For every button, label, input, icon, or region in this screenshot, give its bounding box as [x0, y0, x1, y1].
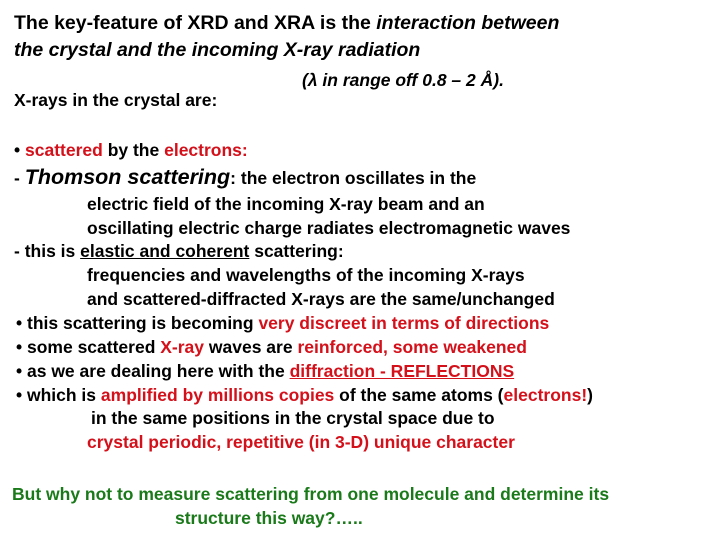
text-line-3: electric field of the incoming X-ray beam and an	[87, 194, 485, 214]
text-line-4: oscillating electric charge radiates electromagnetic waves	[87, 218, 571, 238]
dash-mark: -	[14, 168, 25, 188]
angstrom-symbol: Å	[480, 70, 494, 90]
title-text-a: The key-feature of XRD and XRA is the	[14, 12, 377, 34]
highlight-electrons: electrons:	[164, 140, 248, 160]
elastic-coherent-term: elastic and coherent	[80, 241, 250, 261]
intro-text: X-rays in the crystal are:	[14, 90, 218, 110]
reinforced-mid: waves are	[204, 337, 298, 357]
reinforced-prefix: • some scattered	[16, 337, 161, 357]
highlight-discreet: very discreet in terms of directions	[258, 313, 550, 333]
thomson-scattering-term: Thomson scattering	[24, 165, 231, 189]
highlight-diffraction: diffraction - REFLECTIONS	[289, 361, 515, 381]
text-mid: by the	[102, 140, 165, 160]
bullet-mark: •	[14, 140, 25, 160]
elastic-suffix: scattering:	[249, 241, 344, 261]
highlight-xray: X-ray	[160, 337, 205, 357]
slide-title-line-1	[14, 11, 559, 35]
elastic-line	[14, 240, 344, 262]
amplified-mid: of the same atoms (	[334, 385, 504, 405]
amplified-suffix: )	[587, 385, 593, 405]
lambda-symbol: λ	[307, 70, 318, 90]
highlight-electrons-2: electrons!	[503, 385, 588, 405]
bullet-discreet	[16, 312, 549, 334]
range-open: (	[302, 70, 308, 90]
title-text-b: interaction between	[376, 12, 560, 34]
wavelength-range-note	[302, 69, 504, 91]
slide-title-line-2: the crystal and the incoming X-ray radiation	[14, 39, 421, 61]
text-line-12: in the same positions in the crystal space due to	[91, 408, 495, 428]
amplified-prefix: • which is	[16, 385, 101, 405]
thomson-line	[14, 166, 476, 189]
bullet-amplified	[16, 384, 593, 406]
discreet-prefix: • this scattering is becoming	[16, 313, 259, 333]
elastic-prefix: - this is	[14, 241, 81, 261]
thomson-rest: : the electron oscillates in the	[230, 168, 477, 188]
question-line-2: structure this way?…..	[175, 508, 363, 528]
bullet-diffraction	[16, 360, 514, 382]
text-line-7: and scattered-diffracted X-rays are the same/unchanged	[87, 289, 555, 309]
range-close: ).	[493, 70, 504, 90]
text-line-13: crystal periodic, repetitive (in 3-D) unique character	[87, 432, 515, 452]
bullet-reinforced	[16, 336, 527, 358]
highlight-scattered: scattered	[25, 140, 103, 160]
bullet-scattered	[14, 139, 248, 161]
diffraction-prefix: • as we are dealing here with the	[16, 361, 290, 381]
highlight-amplified: amplified by millions copies	[100, 385, 335, 405]
range-text: in range off 0.8 – 2	[317, 70, 481, 90]
text-line-6: frequencies and wavelengths of the incoming X-rays	[87, 265, 525, 285]
highlight-reinforced: reinforced, some weakened	[297, 337, 527, 357]
question-line-1: But why not to measure scattering from one molecule and determine its	[12, 484, 610, 504]
